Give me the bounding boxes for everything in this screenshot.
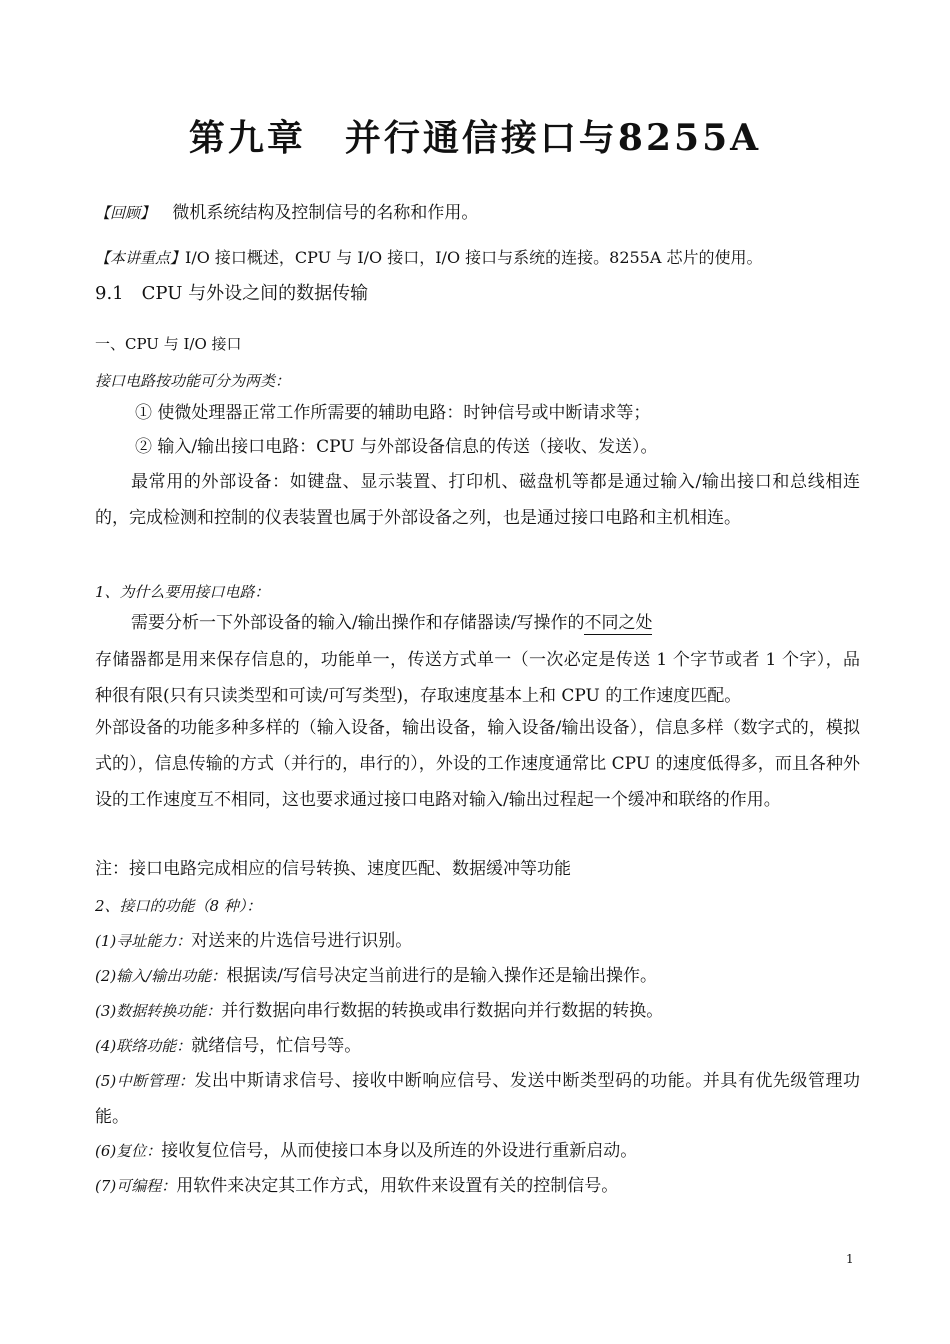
review-text: 微机系统结构及控制信号的名称和作用。 (172, 203, 479, 223)
peripheral-paragraph: 外部设备的功能多种多样的（输入设备，输出设备，输入设备/输出设备），信息多样（数字式的，模拟式的），信息传输的方式（并行的，串行的），外设的工作速度通常比 CPU 的速度低得多，而且各种外设的工作速度互不相同，这也要求通过接口电路对输入/输出过程起一个缓冲和联络的作用。 (95, 718, 860, 810)
function-text: 并行数据向串行数据的转换或串行数据向并行数据的转换。 (221, 1001, 664, 1021)
function-label: (4)联络功能： (95, 1037, 192, 1055)
function-text: 接收复位信号，从而使接口本身以及所连的外设进行重新启动。 (161, 1141, 638, 1161)
function-text: 对送来的片选信号进行识别。 (191, 931, 413, 951)
function-label: (2)输入/输出功能： (95, 967, 227, 985)
function-text: 用软件来决定其工作方式，用软件来设置有关的控制信号。 (176, 1176, 619, 1196)
page-number: 1 (846, 1252, 854, 1266)
list-item-1: ① 使微处理器正常工作所需要的辅助电路：时钟信号或中断请求等； (135, 403, 651, 423)
function-item-1 (95, 929, 865, 953)
why-heading: 1、为什么要用接口电路： (95, 583, 270, 601)
function-item-7 (95, 1174, 865, 1198)
function-label: (6)复位： (95, 1142, 162, 1160)
functions-heading: 2、接口的功能（8 种）： (95, 897, 262, 915)
function-text: 根据读/写信号决定当前进行的是输入操作还是输出操作。 (226, 966, 658, 986)
review-line (95, 201, 865, 225)
function-item-2 (95, 964, 865, 988)
why-text-prefix: 需要分析一下外部设备的输入/输出操作和存储器读/写操作的 (131, 613, 585, 633)
underlined-phrase: 不同之处 (584, 613, 653, 633)
chapter-title: 第九章 并行通信接口与8255A (188, 117, 762, 159)
function-label: (3)数据转换功能： (95, 1002, 222, 1020)
focus-label: 【本讲重点】 (95, 249, 186, 267)
focus-text: I/O 接口概述，CPU 与 I/O 接口，I/O 接口与系统的连接。8255A 芯片的使用。 (185, 248, 763, 267)
function-item-3 (95, 999, 865, 1023)
function-label: (7)可编程： (95, 1177, 177, 1195)
function-text: 就绪信号，忙信号等。 (191, 1036, 362, 1056)
function-label: (5)中断管理： (95, 1072, 195, 1090)
subsection-heading: 一、CPU 与 I/O 接口 (95, 335, 242, 353)
why-text (131, 611, 901, 635)
focus-line (95, 246, 865, 270)
function-item-4 (95, 1034, 865, 1058)
section-heading: 9.1 CPU 与外设之间的数据传输 (95, 283, 369, 304)
function-item-5 (95, 1063, 860, 1135)
function-text: 发出中斯请求信号、接收中断响应信号、发送中断类型码的功能。并具有优先级管理功能。 (95, 1071, 861, 1127)
memory-paragraph: 存储器都是用来保存信息的，功能单一，传送方式单一（一次必定是传送 1 个字节或者 1 个字），品种很有限(只有只读类型和可读/可写类型)，存取速度基本上和 CPU 的工作速度匹配。 (95, 650, 860, 706)
interface-intro: 接口电路按功能可分为两类： (95, 372, 291, 390)
list-item-2: ② 输入/输出接口电路：CPU 与外部设备信息的传送（接收、发送）。 (135, 437, 658, 457)
note-line: 注：接口电路完成相应的信号转换、速度匹配、数据缓冲等功能 (95, 859, 571, 879)
function-label: (1)寻址能力： (95, 932, 192, 950)
function-item-6 (95, 1139, 865, 1163)
common-devices-paragraph: 最常用的外部设备：如键盘、显示装置、打印机、磁盘机等都是通过输入/输出接口和总线相连的，完成检测和控制的仪表装置也属于外部设备之列，也是通过接口电路和主机相连。 (95, 472, 860, 528)
review-label: 【回顾】 (95, 204, 156, 222)
